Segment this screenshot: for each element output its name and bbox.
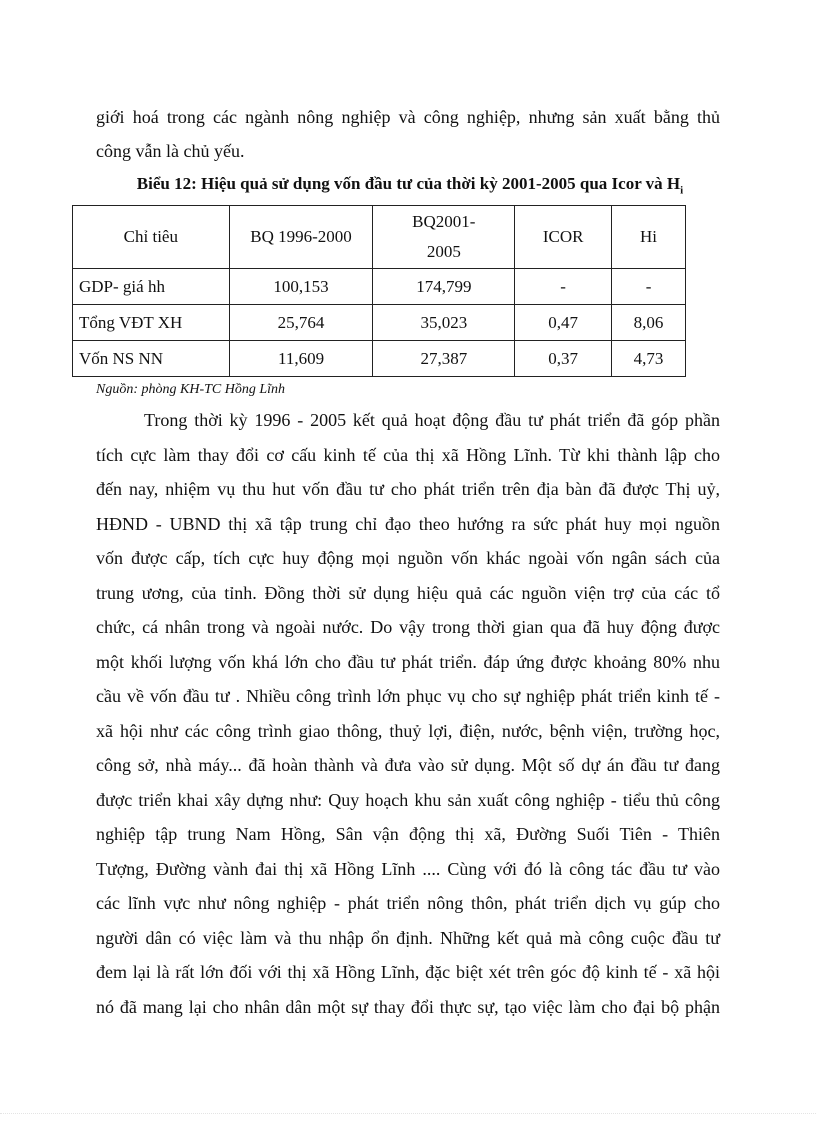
table-cell: 100,153 bbox=[229, 269, 373, 305]
body-line: nghiệp tập trung Nam Hồng, Sân vận động thị xã, Đường Suối Tiên - Thiên bbox=[96, 824, 720, 844]
table-cell: 0,47 bbox=[515, 305, 612, 341]
page-bottom-rule bbox=[0, 1113, 816, 1114]
table-cell: 11,609 bbox=[229, 341, 373, 377]
intro-line: công vẫn là chủ yếu. bbox=[96, 141, 245, 161]
body-line: được triển khai xây dựng như: Quy hoạch khu sản xuất công nghiệp - tiểu thủ công bbox=[96, 789, 720, 810]
investment-efficiency-table bbox=[72, 205, 686, 377]
body-line: cầu về vốn đầu tư . Nhiều công trình lớn phục vụ cho sự nghiệp phát triển kinh tế - bbox=[96, 686, 720, 706]
table-cell: - bbox=[515, 269, 612, 305]
table-cell: 174,799 bbox=[373, 269, 515, 305]
table-cell: - bbox=[612, 269, 686, 305]
caption-subscript: i bbox=[680, 184, 684, 197]
body-line: Trong thời kỳ 1996 - 2005 kết quả hoạt động đầu tư phát triển đã góp phần bbox=[144, 410, 720, 430]
table-row bbox=[73, 305, 686, 341]
header-cell: ICOR bbox=[515, 206, 612, 269]
table-source-note: Nguồn: phòng KH-TC Hồng Lĩnh bbox=[96, 382, 286, 397]
body-line: trung ương, của tỉnh. Đồng thời sử dụng hiệu quả các nguồn viện trợ của các tổ bbox=[96, 582, 720, 603]
intro-paragraph bbox=[96, 100, 720, 168]
header-cell: BQ 1996-2000 bbox=[229, 206, 373, 269]
body-line: HĐND - UBND thị xã tập trung chỉ đạo theo hướng ra sức phát huy mọi nguồn bbox=[96, 513, 720, 534]
caption-text: Biểu 12: Hiệu quả sử dụng vốn đầu tư của thời kỳ 2001-2005 qua Icor và H bbox=[136, 174, 681, 193]
table-cell: 4,73 bbox=[612, 341, 686, 377]
body-line: một khối lượng vốn khá lớn cho đầu tư phát triển. đáp ứng được khoảng 80% nhu bbox=[96, 651, 720, 672]
header-cell: Chỉ tiêu bbox=[73, 206, 230, 269]
body-line: chức, cá nhân trong và ngoài nước. Do vậy trong thời gian qua đã huy động được bbox=[96, 617, 720, 637]
body-line: người dân có việc làm và thu nhập ổn định. Những kết quả mà công cuộc đầu tư bbox=[96, 927, 720, 948]
body-line: xã hội như các công trình giao thông, thuỷ lợi, điện, nước, bệnh viện, trường học, bbox=[96, 720, 720, 741]
body-line: đến nay, nhiệm vụ thu hut vốn đầu tư cho phát triển trên địa bàn đã được Thị uỷ, bbox=[96, 479, 720, 499]
table-cell: 8,06 bbox=[612, 305, 686, 341]
header-bq2001-line1: BQ2001- bbox=[412, 212, 476, 231]
body-line: công sở, nhà máy... đã hoàn thành và đưa vào sử dụng. Một số dự án đầu tư đang bbox=[96, 755, 720, 775]
intro-line: giới hoá trong các ngành nông nghiệp và công nghiệp, nhưng sản xuất bằng thủ bbox=[96, 107, 720, 127]
table-row bbox=[73, 341, 686, 377]
body-paragraph bbox=[96, 403, 720, 1024]
table-cell: Tổng VĐT XH bbox=[73, 305, 230, 341]
header-bq2001-line2: 2005 bbox=[426, 242, 461, 261]
body-line: Tượng, Đường vành đai thị xã Hồng Lĩnh .... Cùng với đó là công tác đầu tư vào bbox=[96, 858, 720, 879]
body-line: các lĩnh vực như nông nghiệp - phát triển nông thôn, phát triển dịch vụ gúp cho bbox=[96, 893, 720, 913]
table-cell: Vốn NS NN bbox=[73, 341, 230, 377]
header-cell bbox=[373, 206, 515, 269]
table-cell: 0,37 bbox=[515, 341, 612, 377]
table-cell: 25,764 bbox=[229, 305, 373, 341]
table-row bbox=[73, 269, 686, 305]
table-caption bbox=[60, 172, 760, 202]
body-line: vốn được cấp, tích cực huy động mọi nguồn vốn khác ngoài vốn ngân sách của bbox=[96, 548, 720, 568]
table-cell: 35,023 bbox=[373, 305, 515, 341]
body-line: nó đã mang lại cho nhân dân một sự thay đổi thực sự, tạo việc làm cho đại bộ phận bbox=[96, 996, 720, 1017]
body-line: tích cực làm thay đổi cơ cấu kinh tế của thị xã Hồng Lĩnh. Từ khi thành lập cho bbox=[96, 444, 720, 465]
body-line: đem lại là rất lớn đối với thị xã Hồng Lĩnh, đặc biệt xét trên góc độ kinh tế - xã hội bbox=[96, 962, 720, 982]
table-header-row bbox=[73, 206, 686, 269]
table-cell: 27,387 bbox=[373, 341, 515, 377]
table-cell: GDP- giá hh bbox=[73, 269, 230, 305]
header-cell: Hi bbox=[612, 206, 686, 269]
